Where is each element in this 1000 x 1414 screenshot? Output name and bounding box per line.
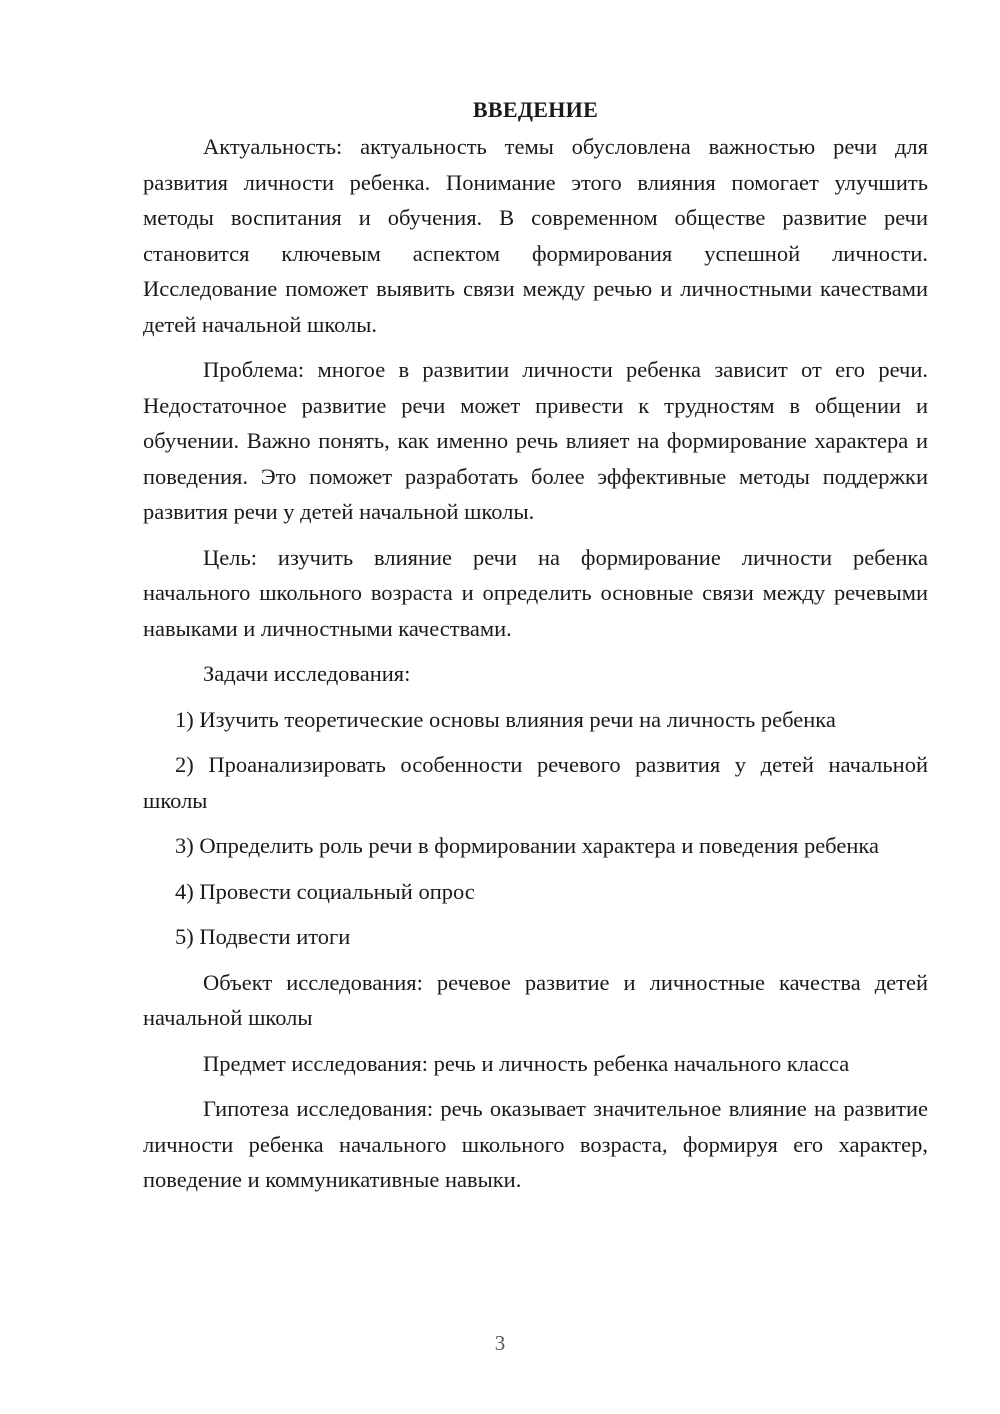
paragraph-relevance: Актуальность: актуальность темы обусловлена важностью речи для развития личности ребенка. Понимание этого влияния помогает улучшить методы воспитания и обучения. В современном обществе развитие речи становится ключевым аспектом формирования успешной личности. Исследование поможет выявить связи между речью и личностными качествами детей начальной школы. bbox=[143, 134, 928, 337]
paragraph-problem: Проблема: многое в развитии личности ребенка зависит от его речи. Недостаточное развитие речи может привести к трудностям в общении и обучении. Важно понять, как именно речь влияет на формирование характера и поведения. Это поможет разработать более эффективные методы поддержки развития речи у детей начальной школы. bbox=[143, 357, 928, 524]
task-item-3: 3) Определить роль речи в формировании характера и поведения ребенка bbox=[175, 833, 879, 858]
page-number: 3 bbox=[494, 1331, 506, 1355]
paragraph-hypothesis: Гипотеза исследования: речь оказывает значительное влияние на развитие личности ребенка начального школьного возраста, формируя его характер, поведение и коммуникативные навыки. bbox=[143, 1096, 928, 1192]
document-page bbox=[143, 94, 928, 1198]
task-item-5: 5) Подвести итоги bbox=[175, 924, 351, 949]
task-item-4: 4) Провести социальный опрос bbox=[175, 878, 475, 904]
tasks-heading: Задачи исследования: bbox=[203, 661, 411, 686]
paragraph-goal: Цель: изучить влияние речи на формирование личности ребенка начального школьного возраста и определить основные связи между речевыми навыками и личностными качествами. bbox=[143, 544, 928, 641]
section-title: ВВЕДЕНИЕ bbox=[472, 97, 599, 122]
task-item-2: 2) Проанализировать особенности речевого развития у детей начальной школы bbox=[143, 752, 928, 813]
paragraph-object: Объект исследования: речевое развитие и личностные качества детей начальной школы bbox=[143, 969, 928, 1030]
paragraph-subject: Предмет исследования: речь и личность ребенка начального класса bbox=[203, 1050, 850, 1076]
task-item-1: 1) Изучить теоретические основы влияния речи на личность ребенка bbox=[175, 706, 836, 732]
